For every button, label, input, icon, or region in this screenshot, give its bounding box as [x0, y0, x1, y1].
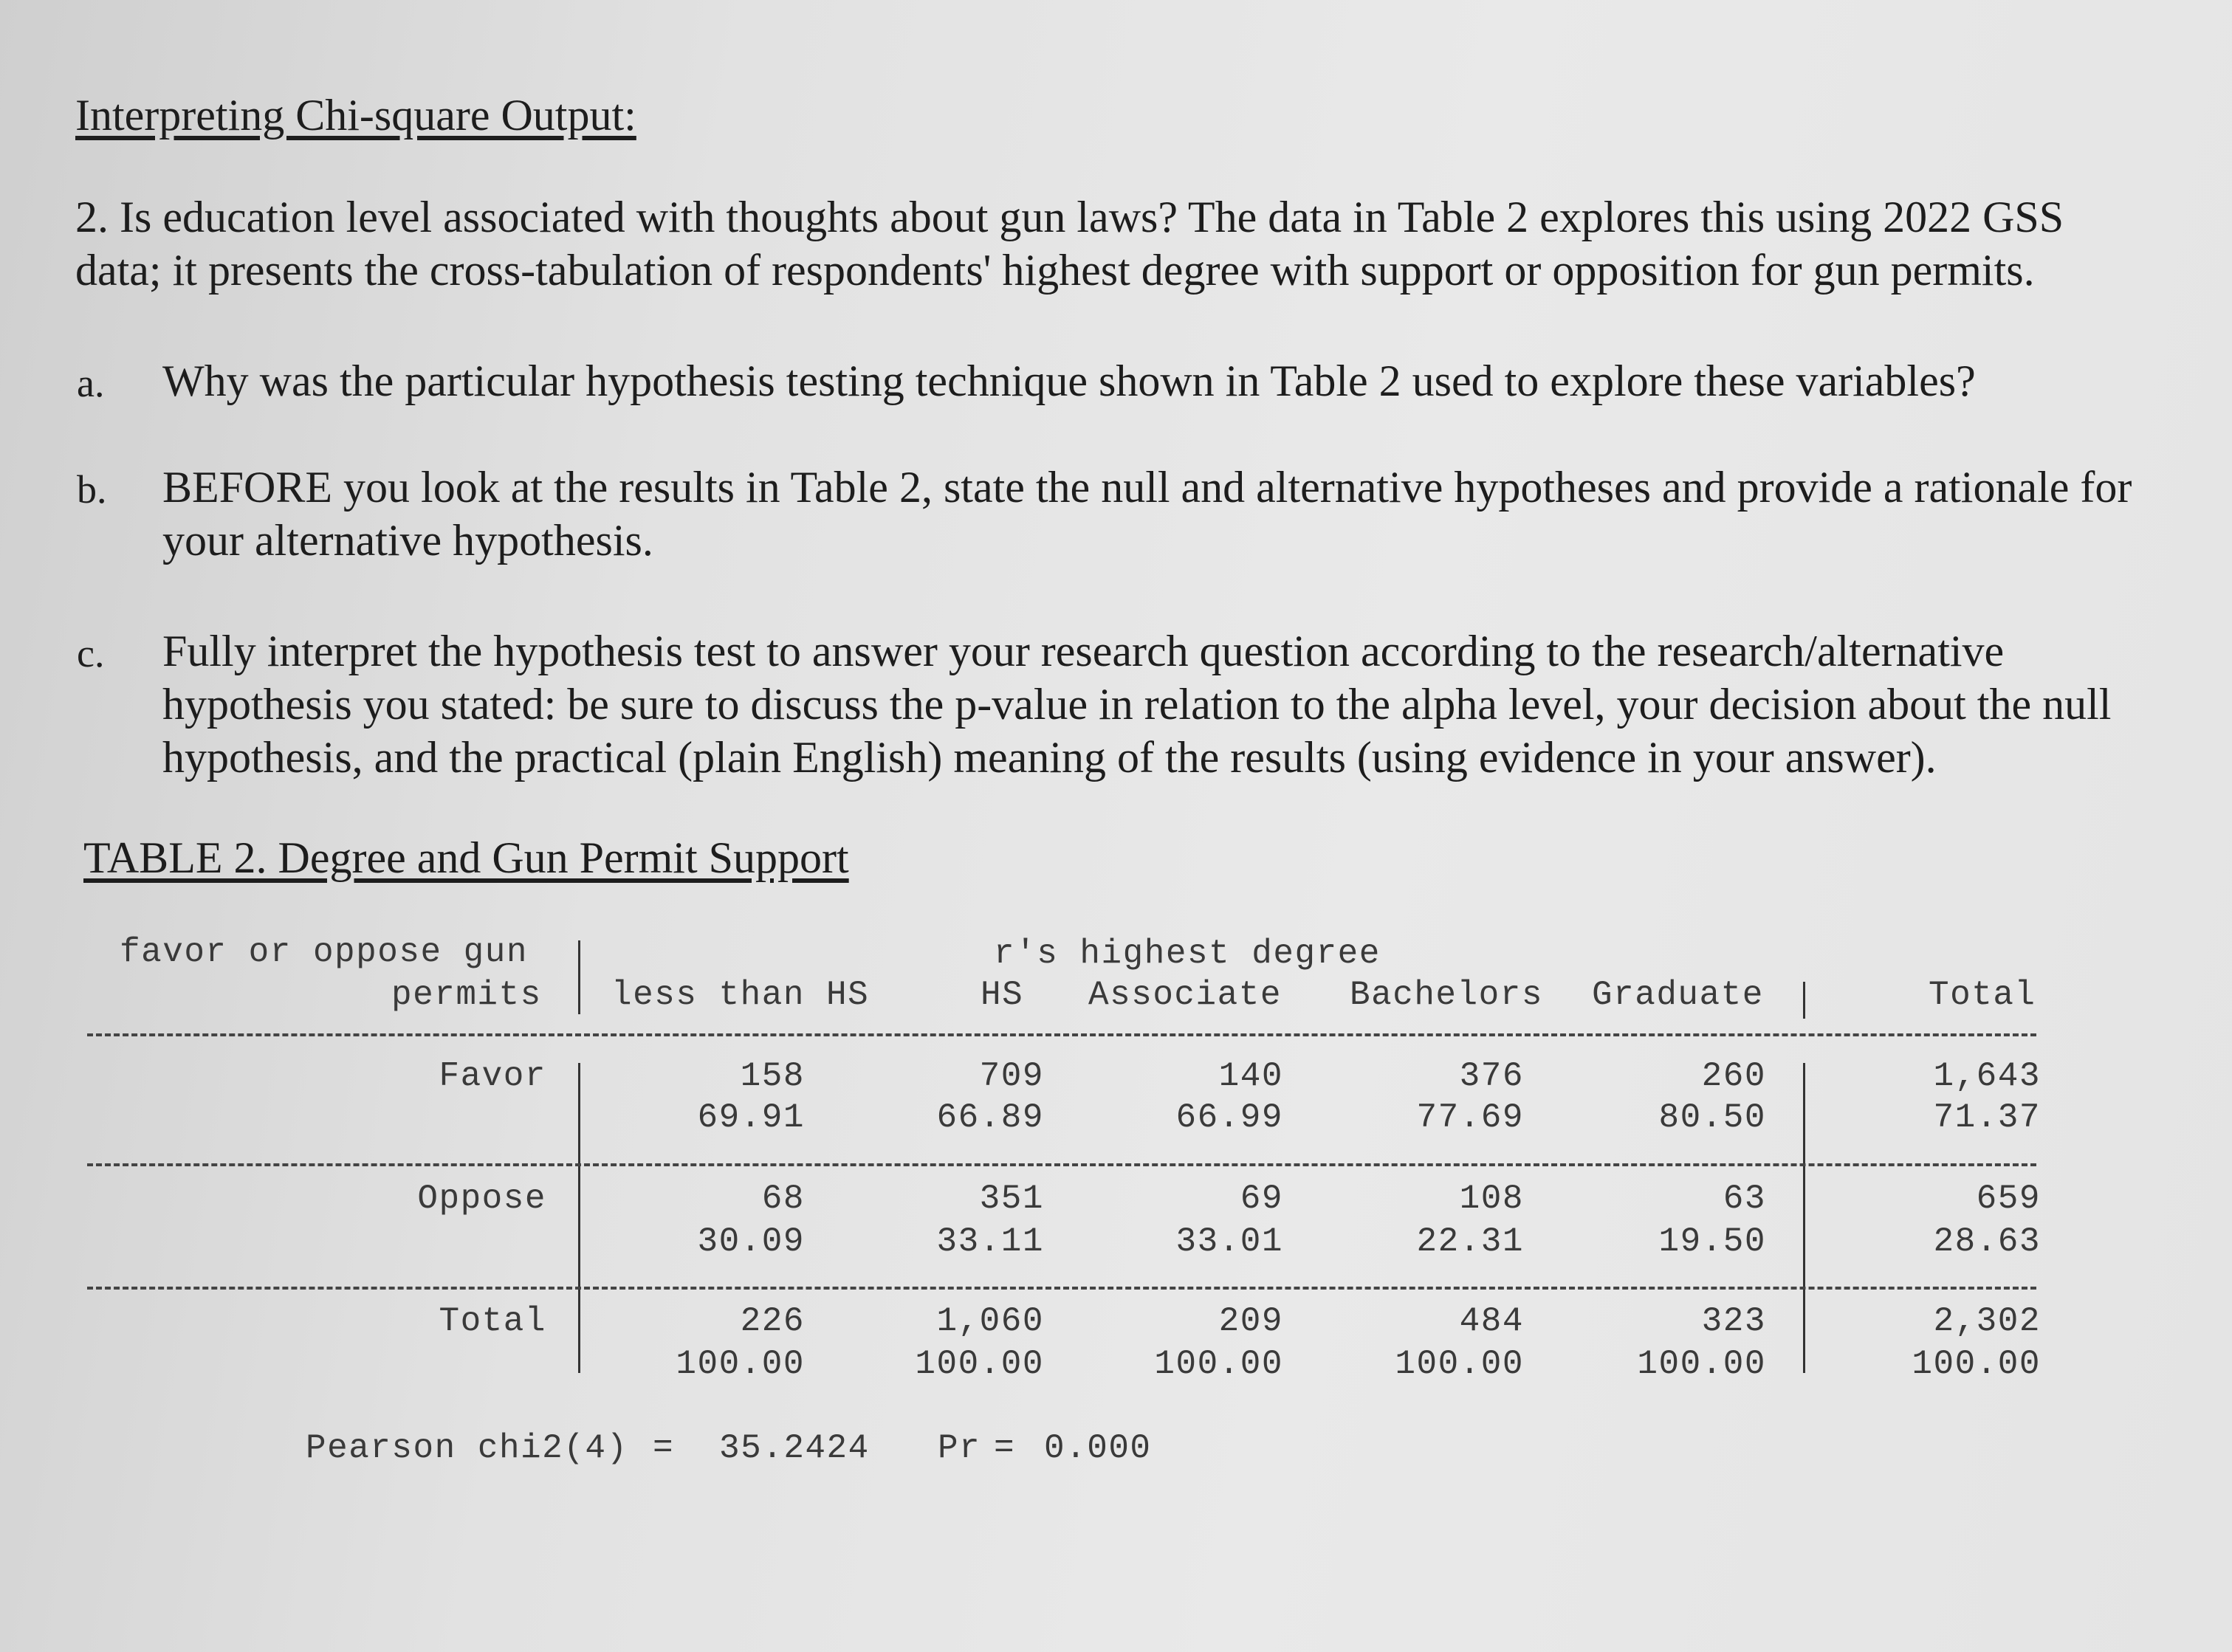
column-header-associate: Associate: [1088, 976, 1282, 1014]
cell-favor-less-than-hs-pct: 69.91: [697, 1098, 805, 1137]
cell-favor-hs-freq: 709: [979, 1057, 1044, 1095]
cell-total-less-than-hs-pct: 100.00: [676, 1345, 805, 1383]
cell-oppose-graduate-pct: 19.50: [1658, 1222, 1766, 1261]
cell-oppose-hs-pct: 33.11: [936, 1222, 1044, 1261]
cell-favor-hs-pct: 66.89: [936, 1098, 1044, 1137]
pearson-chi2-equals: =: [653, 1429, 675, 1467]
row-label-favor: Favor: [439, 1057, 546, 1095]
row-label-total: Total: [439, 1302, 546, 1340]
p-value: 0.000: [1044, 1429, 1152, 1467]
row-label-separator: [578, 940, 580, 1014]
total-column-separator: [1803, 982, 1805, 1019]
part-b-text: [162, 461, 2132, 567]
cell-favor-graduate-freq: 260: [1701, 1057, 1766, 1095]
part-c-line-3: hypothesis, and the practical (plain English) meaning of the results (using evidence in your answer).: [162, 733, 1937, 782]
question-intro: [75, 190, 2064, 297]
column-header-hs: HS: [981, 976, 1024, 1014]
column-variable-label: r's highest degree: [994, 935, 1381, 973]
page-heading: Interpreting Chi-square Output:: [75, 91, 636, 140]
cell-favor-graduate-pct: 80.50: [1658, 1098, 1766, 1137]
part-c-line-1: Fully interpret the hypothesis test to answer your research question according to the research/alternative: [162, 627, 2005, 675]
cell-favor-associate-freq: 140: [1218, 1057, 1283, 1095]
cell-oppose-associate-freq: 69: [1240, 1180, 1283, 1218]
table-title: TABLE 2. Degree and Gun Permit Support: [83, 833, 849, 882]
row-variable-label-line-2: permits: [391, 976, 542, 1014]
cell-favor-associate-pct: 66.99: [1175, 1098, 1283, 1137]
table-rule: [87, 1033, 2036, 1036]
row-variable-label-line-1: favor or oppose gun: [120, 933, 528, 971]
cell-favor-total-pct: 71.37: [1933, 1098, 2041, 1137]
pearson-chi2-value: 35.2424: [719, 1429, 870, 1467]
pearson-chi2-label: Pearson chi2(4): [306, 1429, 628, 1467]
cell-total-graduate-freq: 323: [1701, 1302, 1766, 1340]
part-a-text: Why was the particular hypothesis testing technique shown in Table 2 used to explore these variables?: [162, 357, 1976, 405]
part-a-letter: a.: [77, 361, 105, 405]
cell-total-total-pct: 100.00: [1912, 1345, 2041, 1383]
part-b-letter: b.: [77, 467, 107, 512]
column-header-total: Total: [1929, 976, 2036, 1014]
cell-oppose-bachelors-pct: 22.31: [1416, 1222, 1524, 1261]
total-column-separator: [1803, 1063, 1805, 1373]
row-label-separator: [578, 1063, 580, 1373]
cell-total-total-freq: 2,302: [1933, 1302, 2041, 1340]
cell-total-bachelors-pct: 100.00: [1395, 1345, 1524, 1383]
cell-oppose-total-freq: 659: [1976, 1180, 2041, 1218]
cell-oppose-hs-freq: 351: [979, 1180, 1044, 1218]
table-rule: [87, 1163, 2036, 1166]
cell-total-graduate-pct: 100.00: [1637, 1345, 1766, 1383]
cell-total-hs-pct: 100.00: [915, 1345, 1044, 1383]
part-c-text: [162, 624, 2111, 784]
cell-total-less-than-hs-freq: 226: [740, 1302, 805, 1340]
row-label-oppose: Oppose: [417, 1180, 546, 1218]
part-c-letter: c.: [77, 631, 105, 675]
p-value-label: Pr: [938, 1429, 981, 1467]
cell-total-associate-pct: 100.00: [1154, 1345, 1283, 1383]
cell-favor-bachelors-pct: 77.69: [1416, 1098, 1524, 1137]
cell-total-hs-freq: 1,060: [936, 1302, 1044, 1340]
p-value-equals: =: [994, 1429, 1016, 1467]
cell-total-associate-freq: 209: [1218, 1302, 1283, 1340]
cell-favor-total-freq: 1,643: [1933, 1057, 2041, 1095]
column-header-less-than-hs: less than HS: [611, 976, 870, 1014]
column-header-graduate: Graduate: [1592, 976, 1764, 1014]
cell-favor-bachelors-freq: 376: [1459, 1057, 1524, 1095]
question-intro-line-2: data; it presents the cross-tabulation of respondents' highest degree with support or opposition for gun permits.: [75, 246, 2035, 295]
cell-favor-less-than-hs-freq: 158: [740, 1057, 805, 1095]
part-b-line-1: BEFORE you look at the results in Table 2, state the null and alternative hypotheses and provide a rationale for: [162, 463, 2132, 512]
cell-oppose-less-than-hs-freq: 68: [761, 1180, 805, 1218]
cell-total-bachelors-freq: 484: [1459, 1302, 1524, 1340]
cell-oppose-less-than-hs-pct: 30.09: [697, 1222, 805, 1261]
part-c-line-2: hypothesis you stated: be sure to discuss the p-value in relation to the alpha level, your decision about the null: [162, 680, 2112, 729]
cell-oppose-associate-pct: 33.01: [1175, 1222, 1283, 1261]
cell-oppose-total-pct: 28.63: [1933, 1222, 2041, 1261]
cell-oppose-bachelors-freq: 108: [1459, 1180, 1524, 1218]
part-b-line-2: your alternative hypothesis.: [162, 516, 653, 565]
table-rule: [87, 1287, 2036, 1290]
question-intro-line-1: 2. Is education level associated with thoughts about gun laws? The data in Table 2 explores this using 2022 GSS: [75, 193, 2064, 241]
column-header-bachelors: Bachelors: [1350, 976, 1543, 1014]
cell-oppose-graduate-freq: 63: [1723, 1180, 1766, 1218]
